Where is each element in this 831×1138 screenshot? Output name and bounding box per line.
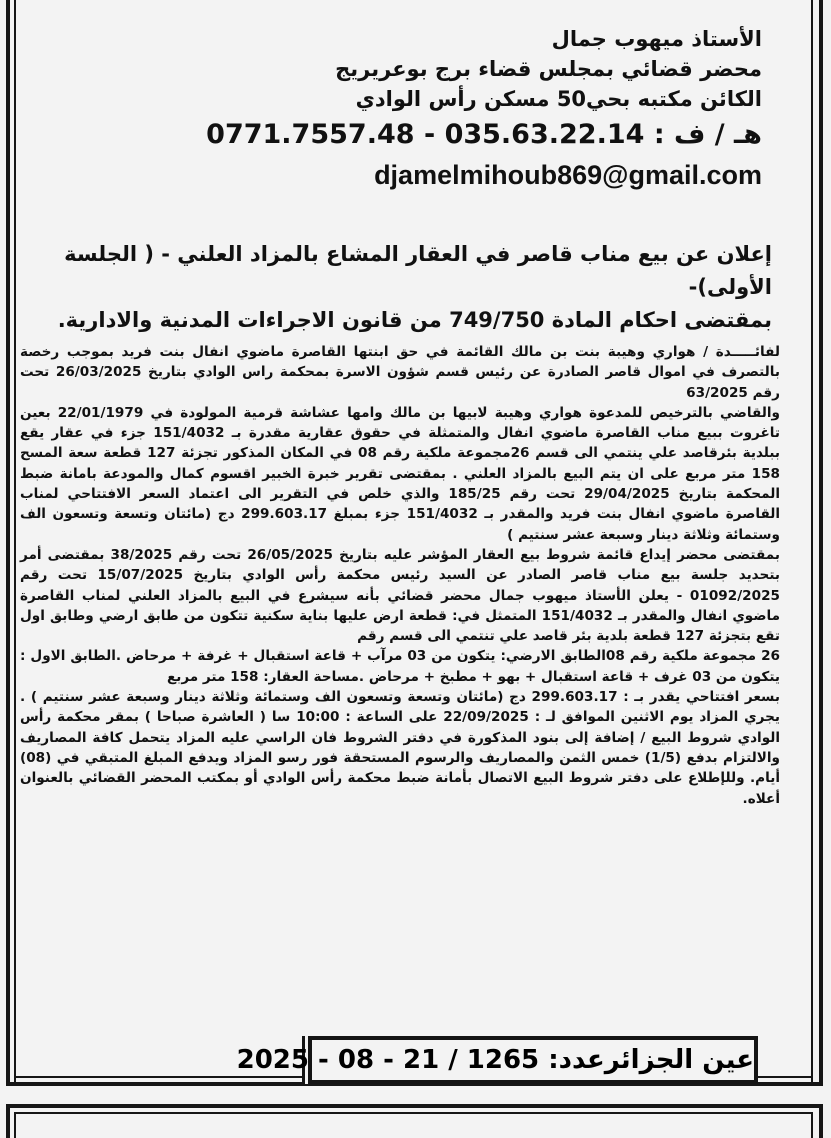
title-line-2: بمقتضى احكام المادة 749/750 من قانون الاجراءات المدنية والادارية. xyxy=(57,308,772,332)
bailiff-position: محضر قضائي بمجلس قضاء برج بوعريريج xyxy=(335,57,762,81)
title-line-1: إعلان عن بيع مناب قاصر في العقار المشاع بالمزاد العلني - ( الجلسة الأولى)- xyxy=(64,242,772,299)
body-paragraph: بمقتضى محضر إيداع قائمة شروط بيع العقار المؤشر عليه بتاريخ 26/05/2025 تحت رقم 38/2025 بمقتضى أمر بتحديد جلسة بيع مناب قاصر الصادر عن السيد رئيس محكمة رأس الوادي بتاريخ 15/07/2025 تحت رقم 01092/2025 - يعلن الأستاذ ميهوب جمال محضر قضائي بأنه سيشرع في البيع بالمزاد العلني لمناب القاصرة ماضوي انفال والمقدر بـ 151/4032 المتمثل في: قطعة ارض عليها بناية سكنية تتكون من طابق ارضي وطابق اول تقع بتجزئة 127 قطعة بلدية بئر قاصد علي تنتمي الى قسم رقم xyxy=(20,546,780,645)
body-paragraph: 26 مجموعة ملكية رقم 08الطابق الارضي: يتكون من 03 مرآب + قاعة استقبال + غرفة + مرحاض .الطابق الاول : يتكون من 03 غرف + قاعة استقبال + بهو + مطبخ + مرحاض .مساحة العقار: 158 متر مربع xyxy=(20,648,780,685)
body-paragraph: لفائـــــدة / هواري وهيبة بنت بن مالك القائمة في حق ابنتها القاصرة ماضوي انفال بنت فريد بموجب رخصة بالتصرف في اموال قاصر الصادرة عن رئيس قسم شؤون الاسرة بمحكمة راس الوادي بتاريخ 26/03/2025 تحت رقم 63/2025 xyxy=(20,344,780,401)
frame-line xyxy=(14,0,16,1083)
next-announcement-frame-inner xyxy=(14,1112,813,1138)
body-paragraph: بسعر افتتاحي يقدر بـ : 299.603.17 دج (مائتان وتسعة وتسعون الف وستمائة وثلاثة دينار وسبعة عشر سنتيم ) . يجري المزاد يوم الاثنين الموافق لـ : 22/09/2025 على الساعة : 10:00 سا ( العاشرة صباحا ) بمقر محكمة رأس الوادي شروط البيع / إضافة إلى بنود المذكورة في دفتر الشروط فان الراسي عليه المزاد يتحمل كافة المصاريف والالتزام بدفع (1/5) خمس الثمن والمصاريف والرسوم المستحقة فور رسو المزاد ويدفع المبلغ المتبقي في (08) أيام. وللإطلاع على دفتر شروط البيع الاتصال بأمانة ضبط محكمة رأس الوادي أو بمكتب المحضر القضائي بالعنوان أعلاه. xyxy=(20,689,780,807)
frame-line xyxy=(6,0,10,1085)
announcement-title xyxy=(32,238,772,337)
bailiff-header xyxy=(202,24,762,194)
bailiff-address: الكائن مكتبه بحي50 مسكن رأس الوادي xyxy=(355,87,762,111)
frame-line xyxy=(819,0,823,1085)
bailiff-name: الأستاذ ميهوب جمال xyxy=(551,27,762,51)
bailiff-email: djamelmihoub869@gmail.com xyxy=(374,160,762,190)
issue-stamp: عين الجزائرعدد: 1265 / 21 - 08 - 2025 xyxy=(308,1036,758,1084)
frame-line xyxy=(811,0,813,1083)
body-paragraph: والقاضي بالترخيص للمدعوة هواري وهيبة لابيها بن مالك وامها عشاشة قرمية المولودة في 22/01/1979 بعين تاغروت ببيع مناب القاصرة ماضوي انفال والمتمثلة في حقوق عقارية مقدرة بـ 151/4032 جزء في عقار يقع ببلدية بئرقاصد علي ينتمي الى قسم 26مجموعة ملكية رقم 08 في المكان المذكور تجزئة 127 قطعة سعة المسح 158 متر مربع على ان يتم البيع بالمزاد العلني . بمقتضى تقرير خبرة الخبير اقسوم كمال والمودعة بامانة ضبط المحكمة بتاريخ 29/04/2025 تحت رقم 185/25 والذي خلص في التقرير الى اعتماد السعر الافتتاحي لمناب القاصرة ماضوي انفال بنت فريد والمقدر بـ 151/4032 جزء بمبلغ 299.603.17 دج (مائتان وتسعة وتسعون الف وستمائة وثلاثة دينار وسبعة عشر سنتيم ) xyxy=(20,404,781,543)
bailiff-phones: هـ / ف : 035.63.22.14 - 0771.7557.48 xyxy=(206,119,762,150)
announcement-body xyxy=(20,342,780,809)
